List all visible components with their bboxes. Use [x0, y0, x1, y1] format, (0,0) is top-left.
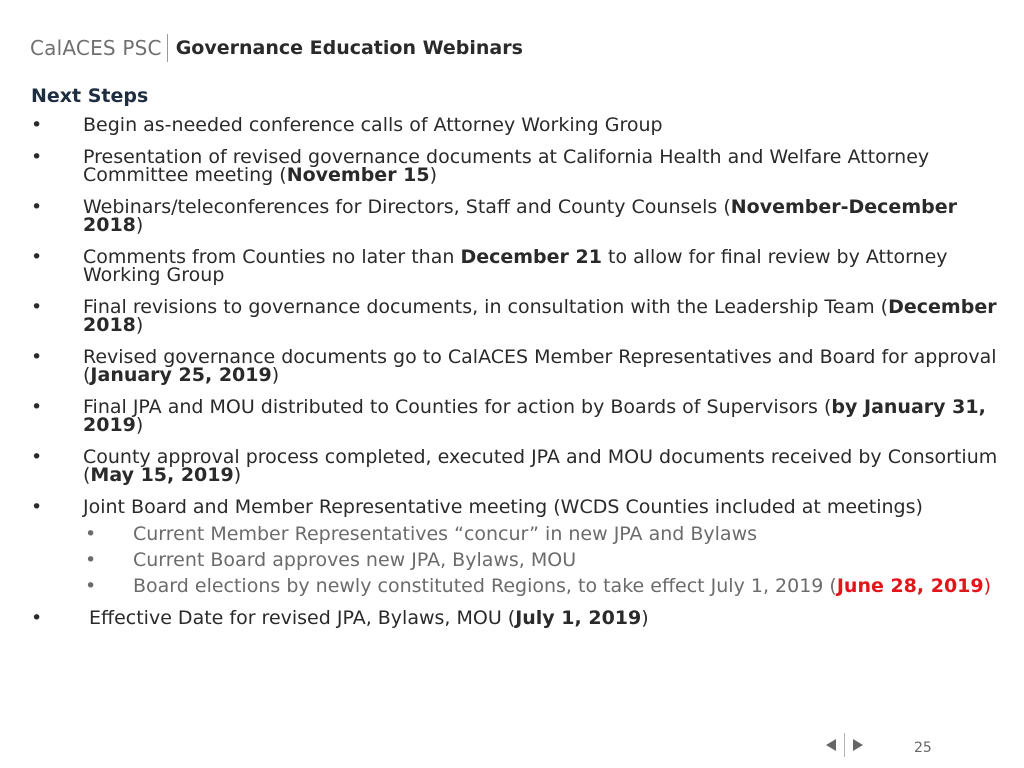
- list-item: [0, 448, 1024, 484]
- item-text: Joint Board and Member Representative meeting (WCDS Counties included at meetings): [83, 496, 923, 518]
- item-date: December 2018: [83, 296, 997, 336]
- list-item: [0, 148, 1024, 184]
- sub-item-text: Current Board approves new JPA, Bylaws, MOU: [133, 549, 577, 571]
- bullet: •: [31, 114, 43, 136]
- bullet: •: [31, 496, 43, 518]
- sub-item-text: ): [983, 575, 992, 597]
- item-date: December 21: [460, 246, 602, 268]
- list-item: [0, 198, 1024, 234]
- slide-navigation: [826, 733, 863, 757]
- sub-list-item: [82, 577, 1000, 595]
- list-item: [0, 298, 1024, 334]
- list-item: [0, 348, 1024, 384]
- item-text: Presentation of revised governance documents at California Health and Welfare Attorney Committee meeting (: [83, 146, 930, 186]
- triangle-left-icon[interactable]: [826, 739, 836, 751]
- item-text: Final revisions to governance documents, in consultation with the Leadership Team (: [83, 296, 889, 318]
- bullet: •: [31, 196, 43, 218]
- item-date: by January 31, 2019: [83, 396, 986, 436]
- sub-bullet: •: [85, 549, 97, 571]
- item-text: ): [135, 214, 144, 236]
- nav-divider: [844, 733, 845, 757]
- item-text: County approval process completed, executed JPA and MOU documents received by Consortium (: [83, 446, 998, 486]
- item-text: Effective Date for revised JPA, Bylaws, MOU (: [89, 607, 516, 629]
- item-date: January 25, 2019: [90, 364, 272, 386]
- sub-list: [83, 525, 1000, 595]
- item-text: Begin as-needed conference calls of Attorney Working Group: [83, 114, 663, 136]
- header-title: Governance Education Webinars: [175, 37, 523, 59]
- sub-list-item: [82, 551, 1000, 569]
- sub-bullet: •: [85, 575, 97, 597]
- sub-list-item: [82, 525, 1000, 543]
- item-text: ): [429, 164, 438, 186]
- item-text: Webinars/teleconferences for Directors, Staff and County Counsels (: [83, 196, 731, 218]
- item-text: ): [135, 414, 144, 436]
- page-number: 25: [914, 740, 932, 756]
- item-text: to allow for final review by Attorney Working Group: [83, 246, 948, 286]
- highlighted-date: June 28, 2019: [836, 575, 984, 597]
- list-item: [0, 248, 1024, 284]
- bullet: •: [31, 607, 43, 629]
- next-steps-list: [0, 116, 1024, 641]
- list-item: [0, 609, 1024, 627]
- slide-header: [30, 34, 523, 62]
- brand-name: CalACES PSC: [30, 36, 162, 60]
- sub-item-text: Board elections by newly constituted Regions, to take effect July 1, 2019 (: [133, 575, 837, 597]
- item-text: Revised governance documents go to CalACES Member Representatives and Board for approval (: [83, 346, 997, 386]
- bullet: •: [31, 246, 43, 268]
- bullet: •: [31, 296, 43, 318]
- item-text: ): [233, 464, 242, 486]
- sub-bullet: •: [85, 523, 97, 545]
- bullet: •: [31, 396, 43, 418]
- list-item: [0, 498, 1024, 595]
- list-item: [0, 116, 1024, 134]
- list-item: [0, 398, 1024, 434]
- item-date: November-December 2018: [83, 196, 957, 236]
- item-date: May 15, 2019: [90, 464, 234, 486]
- item-text: ): [135, 314, 144, 336]
- item-text: Comments from Counties no later than: [83, 246, 461, 268]
- bullet: •: [31, 346, 43, 368]
- item-text: ): [641, 607, 649, 629]
- item-text: ): [271, 364, 280, 386]
- sub-item-text: Current Member Representatives “concur” in new JPA and Bylaws: [133, 523, 758, 545]
- bullet: •: [31, 446, 43, 468]
- section-heading: Next Steps: [31, 85, 149, 107]
- item-text: Final JPA and MOU distributed to Counties for action by Boards of Supervisors (: [83, 396, 832, 418]
- item-date: November 15: [286, 164, 430, 186]
- header-divider: [167, 34, 168, 62]
- bullet: •: [31, 146, 43, 168]
- item-date: July 1, 2019: [515, 607, 642, 629]
- triangle-right-icon[interactable]: [853, 739, 863, 751]
